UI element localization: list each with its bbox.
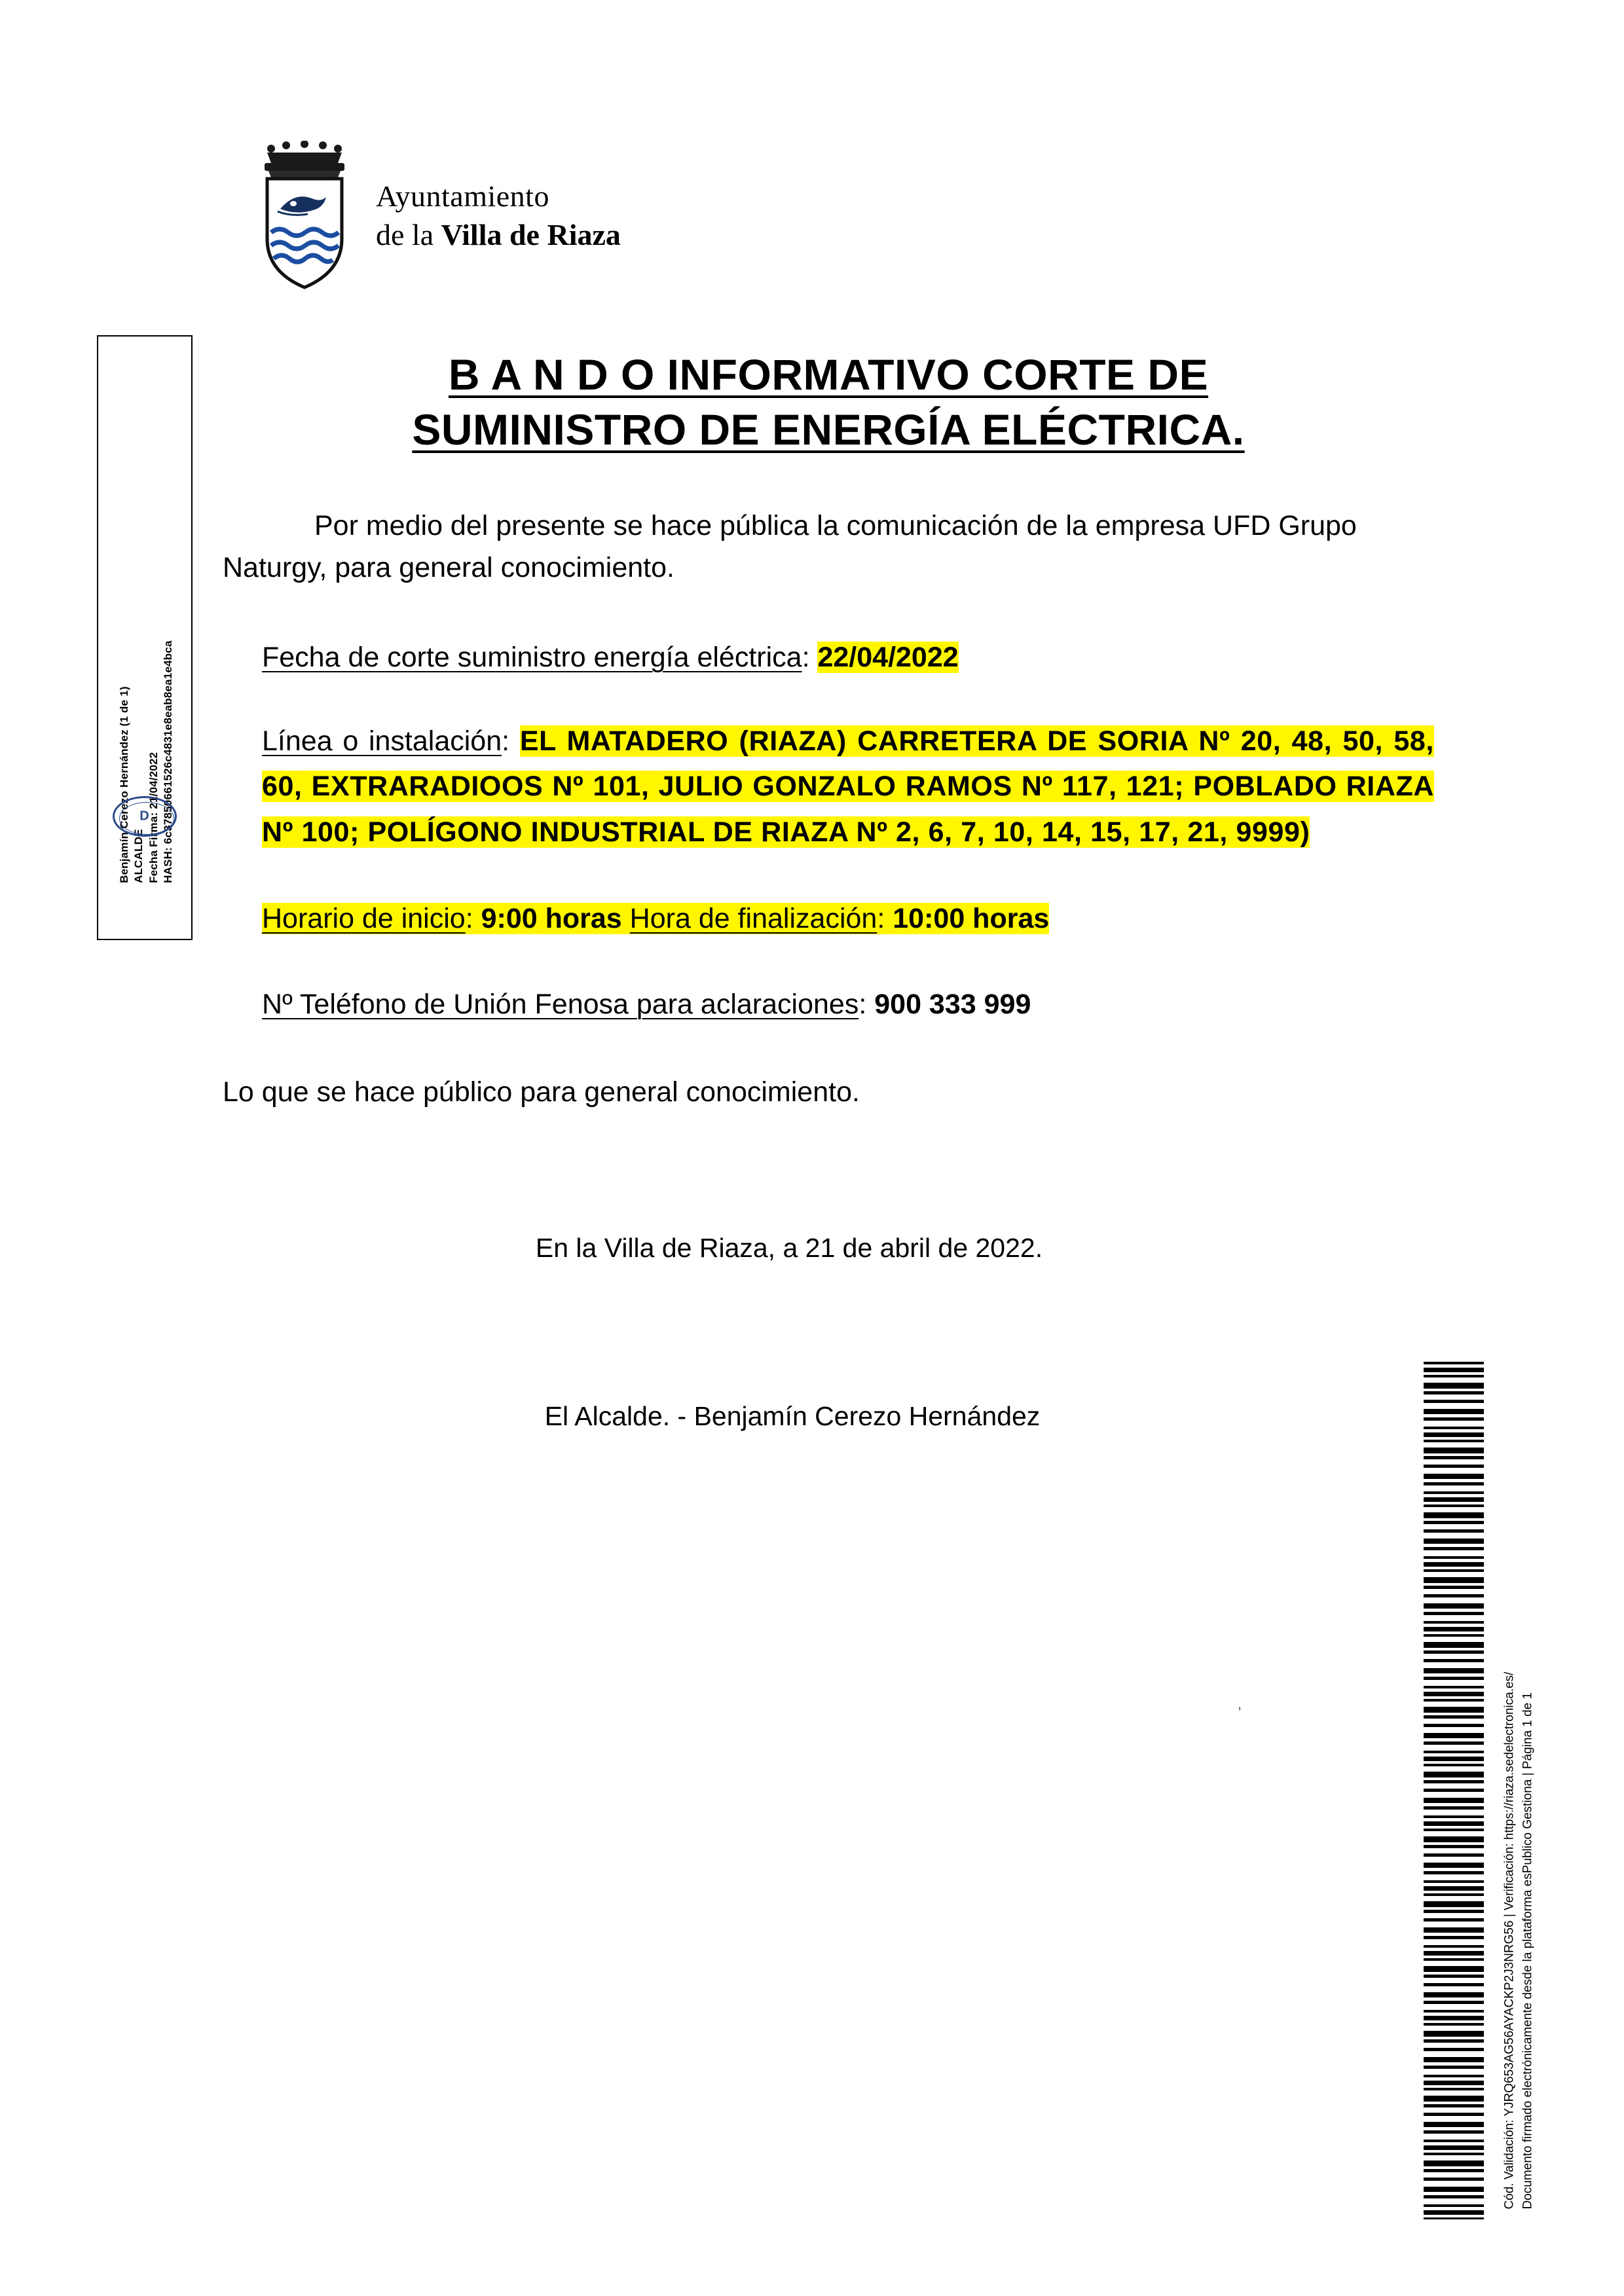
verification-platform-line: Documento firmado electrónicamente desde la plataforma esPublico Gestiona | Página 1 de 1 <box>1521 1692 1534 2210</box>
field-start-label: Horario de inicio <box>262 902 466 934</box>
field-end-label: Hora de finalización <box>629 902 877 934</box>
document-body <box>223 347 1434 1459</box>
title-line-1: B A N D O INFORMATIVO CORTE DE <box>448 350 1209 399</box>
field-phone: Nº Teléfono de Unión Fenosa para aclaraciones: 900 333 999 <box>262 989 1031 1021</box>
field-line-label: Línea o instalación <box>262 725 502 757</box>
intro-paragraph: Por medio del presente se hace pública la comunicación de la empresa UFD Grupo Naturgy, para general conocimiento. <box>223 509 1357 584</box>
barcode-image <box>1424 1362 1484 2219</box>
electronic-signature-stamp <box>97 335 193 940</box>
document-header <box>255 141 621 291</box>
coat-of-arms-icon <box>255 141 354 291</box>
signer-name: El Alcalde. - Benjamín Cerezo Hernández <box>544 1400 1041 1431</box>
verification-code-line: Cód. Validación: YJRQ653AG56AYACKP2J3NRG56 | Verificación: https://riaza.sedelectronica.es/ <box>1502 1671 1517 2210</box>
org-line-villa: de la Villa de Riaza <box>376 218 621 251</box>
field-start-value: 9:00 horas <box>481 902 622 934</box>
title-line-2: SUMINISTRO DE ENERGÍA ELÉCTRICA. <box>412 405 1245 454</box>
field-line-value: EL MATADERO (RIAZA) CARRETERA DE SORIA Nº 20, 48, 50, 58, 60, EXTRARADIOOS Nº 101, JULIO GONZALO RAMOS Nº 117, 121; POBLADO RIAZA Nº 100; POLÍGONO INDUSTRIAL DE RIAZA Nº 2, 6, 7, 10, 14, 15, 17, 21, 9999) <box>262 725 1434 848</box>
org-line-ayuntamiento: Ayuntamiento <box>376 179 549 213</box>
signature-signer: Benjamín Cerezo Hernández (1 de 1) <box>118 686 131 883</box>
field-cut-date: Fecha de corte suministro energía eléctrica: 22/04/2022 <box>262 641 959 673</box>
signature-role: ALCALDE <box>132 829 145 883</box>
official-seal-icon <box>113 796 177 847</box>
page-title <box>223 347 1434 458</box>
org-villa-bold: Villa de Riaza <box>441 218 621 251</box>
field-end-value: 10:00 horas <box>893 902 1050 934</box>
field-phone-value: 900 333 999 <box>874 989 1031 1021</box>
seal-letter: D <box>139 809 150 824</box>
field-line-installation: Línea o instalación: EL MATADERO (RIAZA) CARRETERA DE SORIA Nº 20, 48, 50, 58, 60, EXTRARADIOOS Nº 101, JULIO GONZALO RAMOS Nº 117, 121; POBLADO RIAZA Nº 100; POLÍGONO INDUSTRIAL DE RIAZA Nº 2, 6, 7, 10, 14, 15, 17, 21, 9999) <box>262 725 1434 848</box>
signature-date: Fecha Firma: 21/04/2022 <box>147 752 160 883</box>
field-cut-date-value: 22/04/2022 <box>817 641 959 673</box>
place-and-date: En la Villa de Riaza, a 21 de abril de 2022. <box>535 1232 1043 1263</box>
field-phone-label: Nº Teléfono de Unión Fenosa para aclaraciones <box>262 989 859 1021</box>
verification-block <box>1424 1362 1547 2219</box>
closing-paragraph: Lo que se hace público para general conocimiento. <box>223 1076 860 1108</box>
stray-pen-mark: , <box>1238 1696 1242 1712</box>
field-schedule: Horario de inicio: 9:00 horas Hora de finalización: 10:00 horas <box>262 902 1050 934</box>
organization-name <box>376 177 621 255</box>
signature-hash: HASH: 6c37850661526c4831e8eab8ea1e4bca <box>162 640 175 883</box>
verification-text-vertical <box>1490 1362 1547 2219</box>
field-cut-date-label: Fecha de corte suministro energía eléctrica <box>262 641 802 673</box>
